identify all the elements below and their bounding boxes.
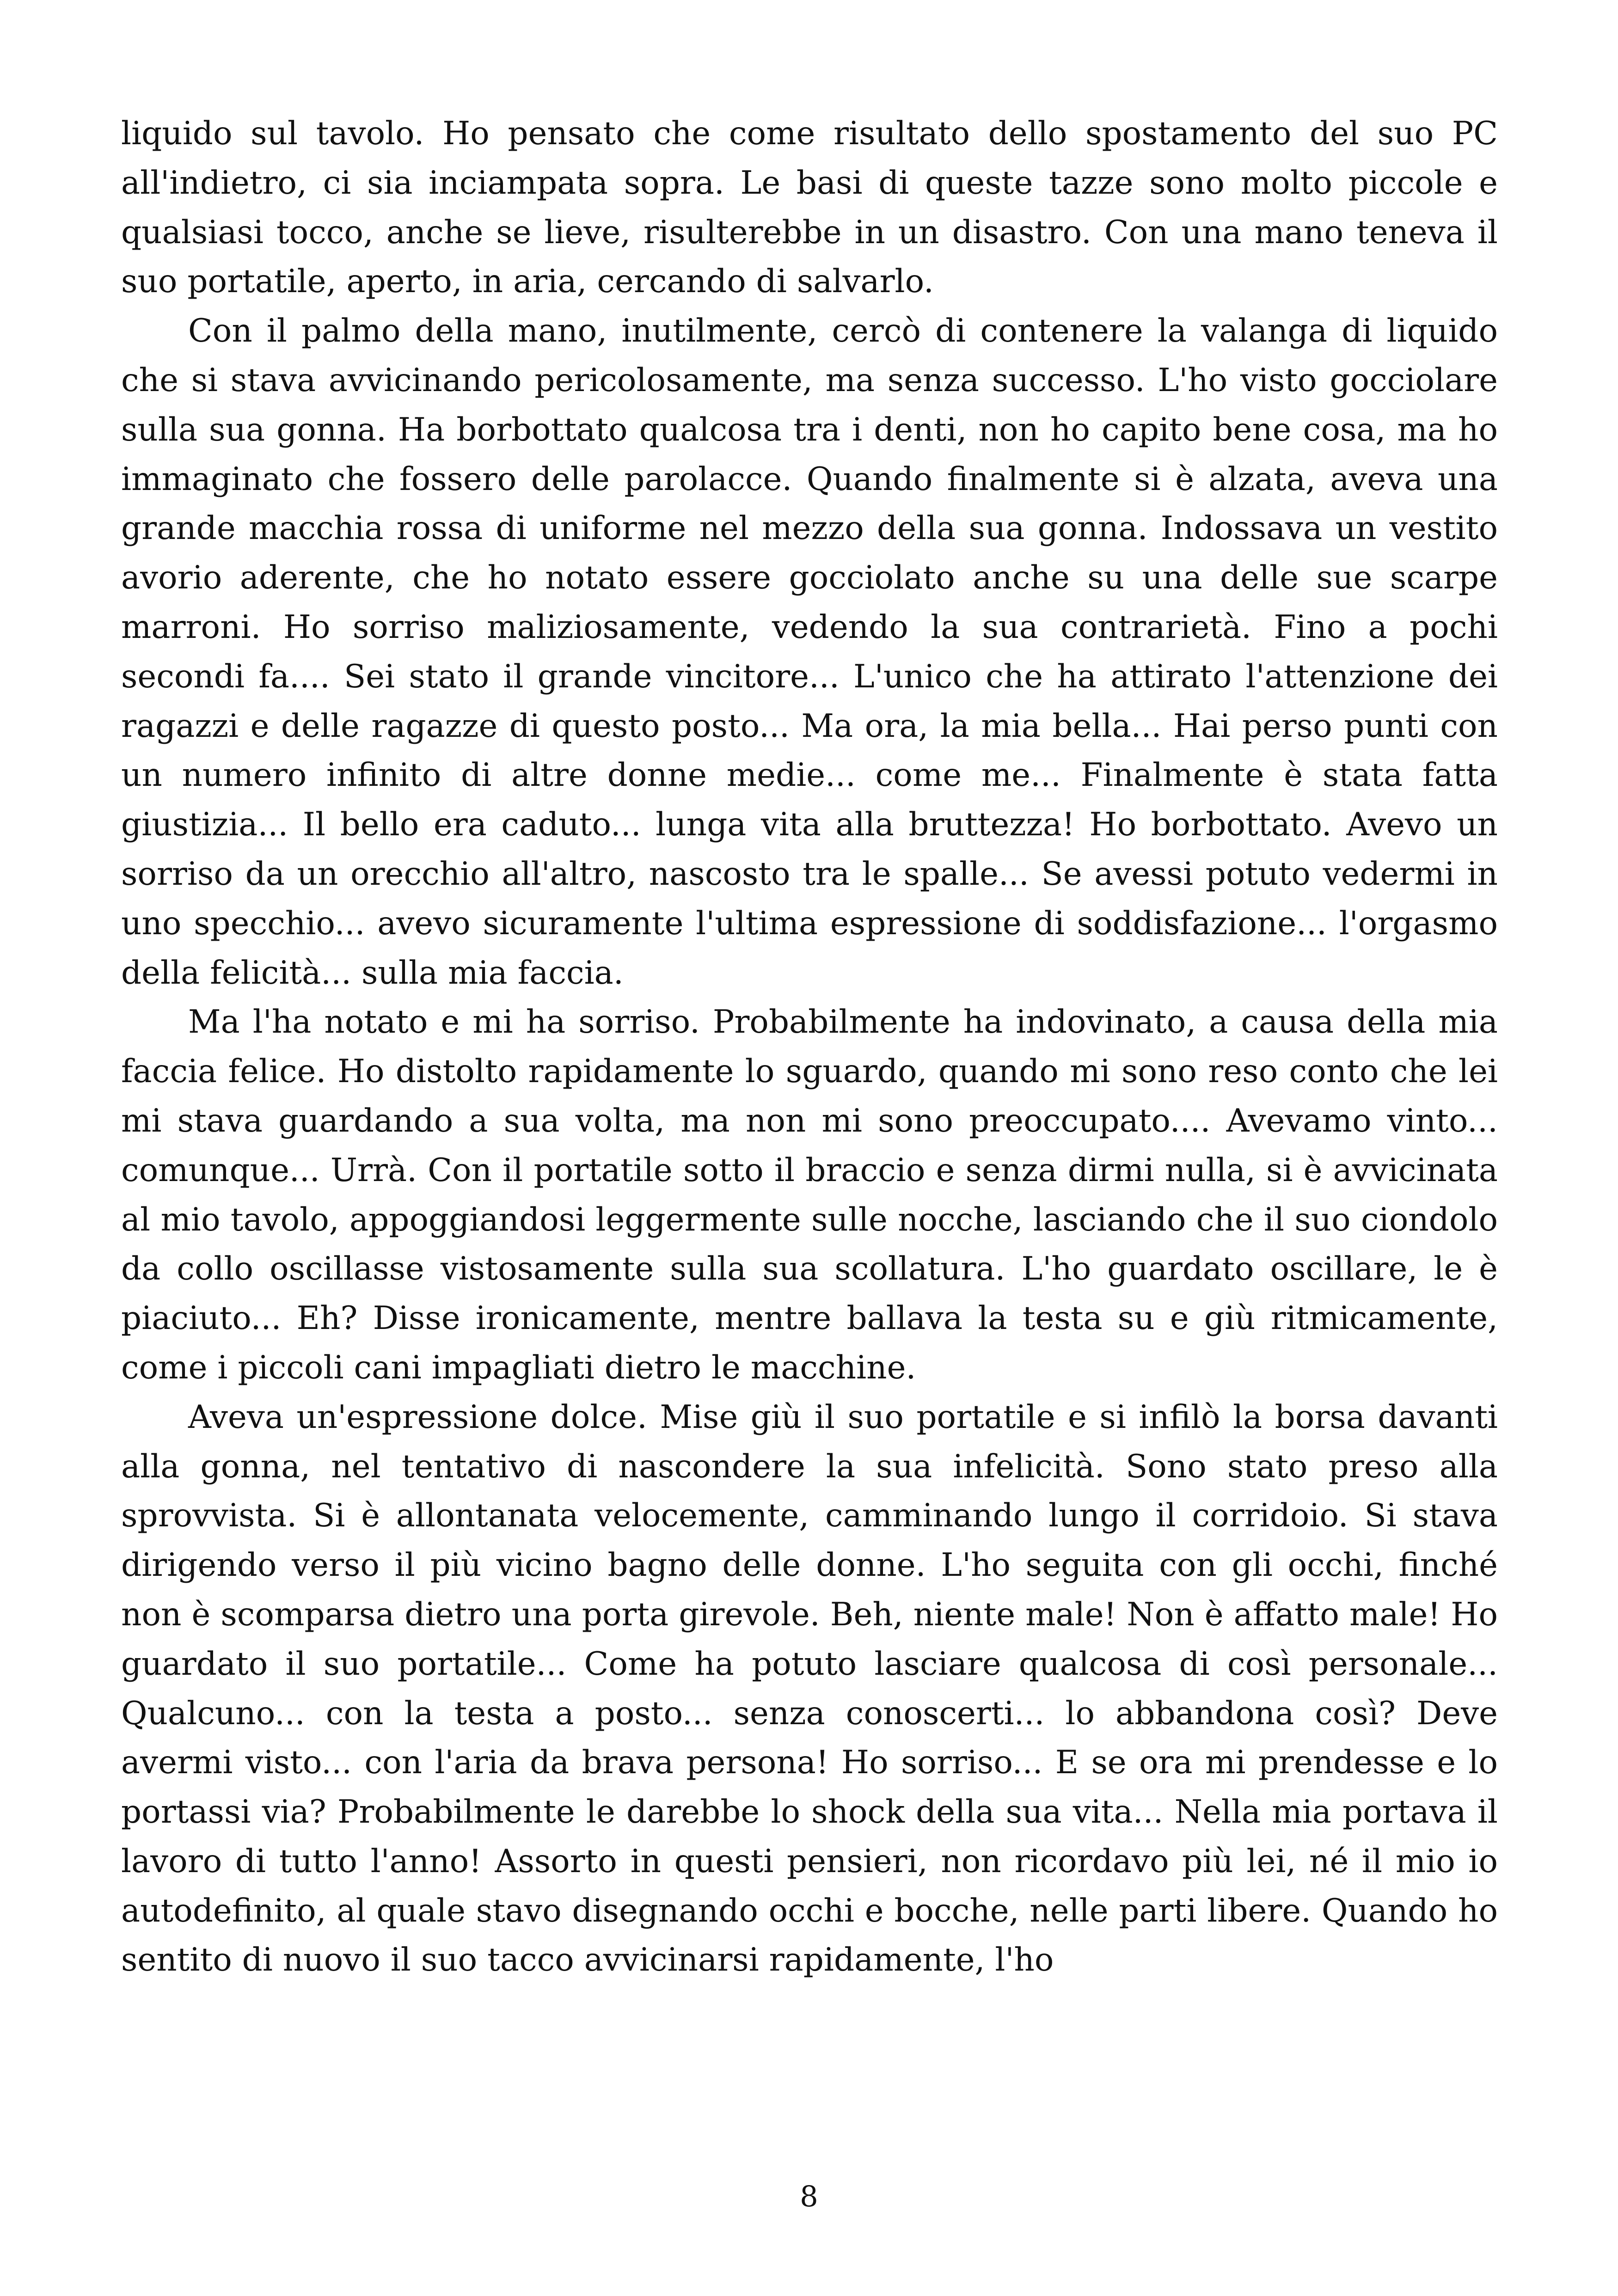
- paragraph-4: Aveva un'espressione dolce. Mise giù il suo portatile e si infilò la borsa davanti alla gonna, nel tentativo di nascondere la sua infelicità. Sono stato preso alla sprovvista. Si è allontanata velocemente, camminando lungo il corridoio. Si stava dirigendo verso il più vicino bagno delle donne. L'ho seguita con gli occhi, finché non è scomparsa dietro una porta girevole. Beh, niente male! Non è affatto male! Ho guardato il suo portatile... Come ha potuto lasciare qualcosa di così personale... Qualcuno... con la testa a posto... senza conoscerti... lo abbandona così? Deve avermi visto... con l'aria da brava persona! Ho sorriso... E se ora mi prendesse e lo portassi via? Probabilmente le darebbe lo shock della sua vita... Nella mia portava il lavoro di tutto l'anno! Assorto in questi pensieri, non ricordavo più lei, né il mio io autodefinito, al quale stavo disegnando occhi e bocche, nelle parti libere. Quando ho sentito di nuovo il suo tacco avvicinarsi rapidamente, l'ho: [121, 1398, 1498, 1979]
- body-text: [121, 109, 1498, 1985]
- paragraph-3: Ma l'ha notato e mi ha sorriso. Probabilmente ha indovinato, a causa della mia faccia felice. Ho distolto rapidamente lo sguardo, quando mi sono reso conto che lei mi stava guardando a sua volta, ma non mi sono preoccupato.... Avevamo vinto... comunque... Urrà. Con il portatile sotto il braccio e senza dirmi nulla, si è avvicinata al mio tavolo, appoggiandosi leggermente sulle nocche, lasciando che il suo ciondolo da collo oscillasse vistosamente sulla sua scollatura. L'ho guardato oscillare, le è piaciuto... Eh? Disse ironicamente, mentre ballava la testa su e giù ritmicamente, come i piccoli cani impagliati dietro le macchine.: [121, 1004, 1498, 1386]
- paragraph-1-continued: liquido sul tavolo. Ho pensato che come risultato dello spostamento del suo PC all'indietro, ci sia inciampata sopra. Le basi di queste tazze sono molto piccole e qualsiasi tocco, anche se lieve, risulterebbe in un disastro. Con una mano teneva il suo portatile, aperto, in aria, cercando di salvarlo.: [121, 115, 1498, 300]
- page-number: 8: [800, 2180, 818, 2213]
- paragraph-2: Con il palmo della mano, inutilmente, cercò di contenere la valanga di liquido che si stava avvicinando pericolosamente, ma senza successo. L'ho visto gocciolare sulla sua gonna. Ha borbottato qualcosa tra i denti, non ho capito bene cosa, ma ho immaginato che fossero delle parolacce. Quando finalmente si è alzata, aveva una grande macchia rossa di uniforme nel mezzo della sua gonna. Indossava un vestito avorio aderente, che ho notato essere gocciolato anche su una delle sue scarpe marroni. Ho sorriso maliziosamente, vedendo la sua contrarietà. Fino a pochi secondi fa.... Sei stato il grande vincitore... L'unico che ha attirato l'attenzione dei ragazzi e delle ragazze di questo posto... Ma ora, la mia bella... Hai perso punti con un numero infinito di altre donne medie... come me... Finalmente è stata fatta giustizia... Il bello era caduto... lunga vita alla bruttezza! Ho borbottato. Avevo un sorriso da un orecchio all'altro, nascosto tra le spalle... Se avessi potuto vedermi in uno specchio... avevo sicuramente l'ultima espressione di soddisfazione... l'orgasmo della felicità... sulla mia faccia.: [121, 312, 1498, 992]
